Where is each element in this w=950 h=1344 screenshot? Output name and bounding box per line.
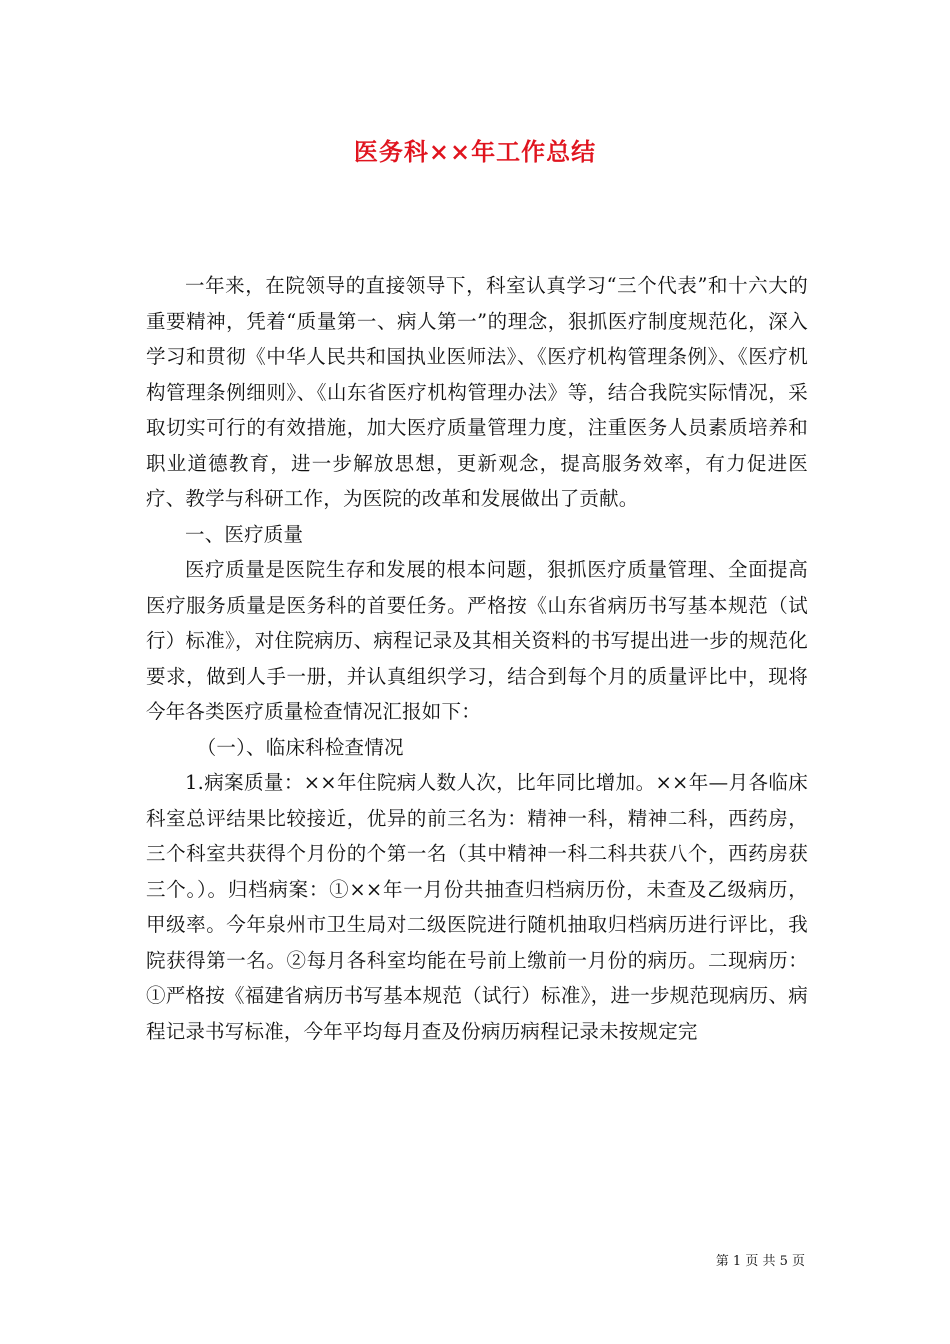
- document-body: [146, 268, 808, 1049]
- section-heading-medical-quality: 一、医疗质量: [185, 522, 304, 546]
- document-title: 医务科××年工作总结: [353, 137, 597, 166]
- case-quality-paragraph: 1.病案质量：××年住院病人数人次，比年同比增加。××年—月各临床科室总评结果比较接近，优异的前三名为：精神一科，精神二科，西药房，三个科室共获得个月份的个第一名（其中精神一科二科共获八个，西药房获三个。）。归档病案：①××年一月份共抽查归档病历份，未查及乙级病历，甲级率。今年泉州市卫生局对二级医院进行随机抽取归档病历进行评比，我院获得第一名。②每月各科室均能在号前上缴前一月份的病历。二现病历：①严格按《福建省病历书写基本规范（试行）标准》，进一步规范现病历、病程记录书写标准，今年平均每月查及份病历病程记录未按规定完: [146, 771, 808, 1043]
- medical-quality-paragraph: 医疗质量是医院生存和发展的根本问题，狠抓医疗质量管理、全面提高医疗服务质量是医务科的首要任务。严格按《山东省病历书写基本规范（试行）标准》，对住院病历、病程记录及其相关资料的书写提出进一步的规范化要求，做到人手一册，并认真组织学习，结合到每个月的质量评比中，现将今年各类医疗质量检查情况汇报如下：: [146, 558, 808, 723]
- intro-paragraph: 一年来，在院领导的直接领导下，科室认真学习“三个代表”和十六大的重要精神，凭着“质量第一、病人第一”的理念，狠抓医疗制度规范化，深入学习和贯彻《中华人民共和国执业医师法》、《医疗机构管理条例》、《医疗机构管理条例细则》、《山东省医疗机构管理办法》等，结合我院实际情况，采取切实可行的有效措施，加大医疗质量管理力度，注重医务人员素质培养和职业道德教育，进一步解放思想，更新观念，提高服务效率，有力促进医疗、教学与科研工作，为医院的改革和发展做出了贡献。: [146, 274, 808, 510]
- page-number-footer: 第 1 页 共 5 页: [715, 1254, 805, 1269]
- subsection-heading-clinical-inspection: （一）、临床科检查情况: [196, 735, 404, 759]
